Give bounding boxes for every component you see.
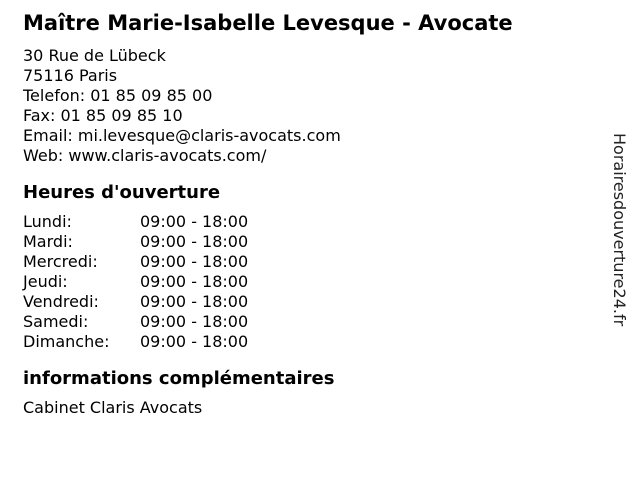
fax-line: Fax: 01 85 09 85 10 [23,106,183,125]
day-label: Dimanche: [23,332,110,351]
hours-row-friday [23,292,588,312]
time-value: 09:00 - 18:00 [140,252,249,271]
time-value: 09:00 - 18:00 [140,332,249,351]
day-label: Vendredi: [23,292,99,311]
time-value: 09:00 - 18:00 [140,232,249,251]
page-title: Maître Marie-Isabelle Levesque - Avocate [23,11,513,35]
additional-info-text: Cabinet Claris Avocats [23,398,203,417]
address-line-1: 30 Rue de Lübeck [23,46,166,65]
business-listing [23,10,588,418]
time-value: 09:00 - 18:00 [140,292,249,311]
day-label: Mardi: [23,232,73,251]
time-value: 09:00 - 18:00 [140,212,249,231]
day-label: Jeudi: [23,272,68,291]
address-line-2: 75116 Paris [23,66,118,85]
phone-line: Telefon: 01 85 09 85 00 [23,86,213,105]
email-line: Email: mi.levesque@claris-avocats.com [23,126,341,145]
time-value: 09:00 - 18:00 [140,312,249,331]
website-line: Web: www.claris-avocats.com/ [23,146,267,165]
day-label: Mercredi: [23,252,98,271]
day-label: Lundi: [23,212,72,231]
hours-row-tuesday [23,232,588,252]
opening-hours-table [23,212,588,352]
site-branding-vertical-text: Horairesdouverture24.fr [610,133,629,327]
additional-info-heading: informations complémentaires [23,368,335,389]
hours-row-sunday [23,332,588,352]
hours-row-thursday [23,272,588,292]
day-label: Samedi: [23,312,89,331]
contact-block [23,46,588,166]
time-value: 09:00 - 18:00 [140,272,249,291]
opening-hours-heading: Heures d'ouverture [23,182,221,203]
hours-row-saturday [23,312,588,332]
hours-row-wednesday [23,252,588,272]
hours-row-monday [23,212,588,232]
